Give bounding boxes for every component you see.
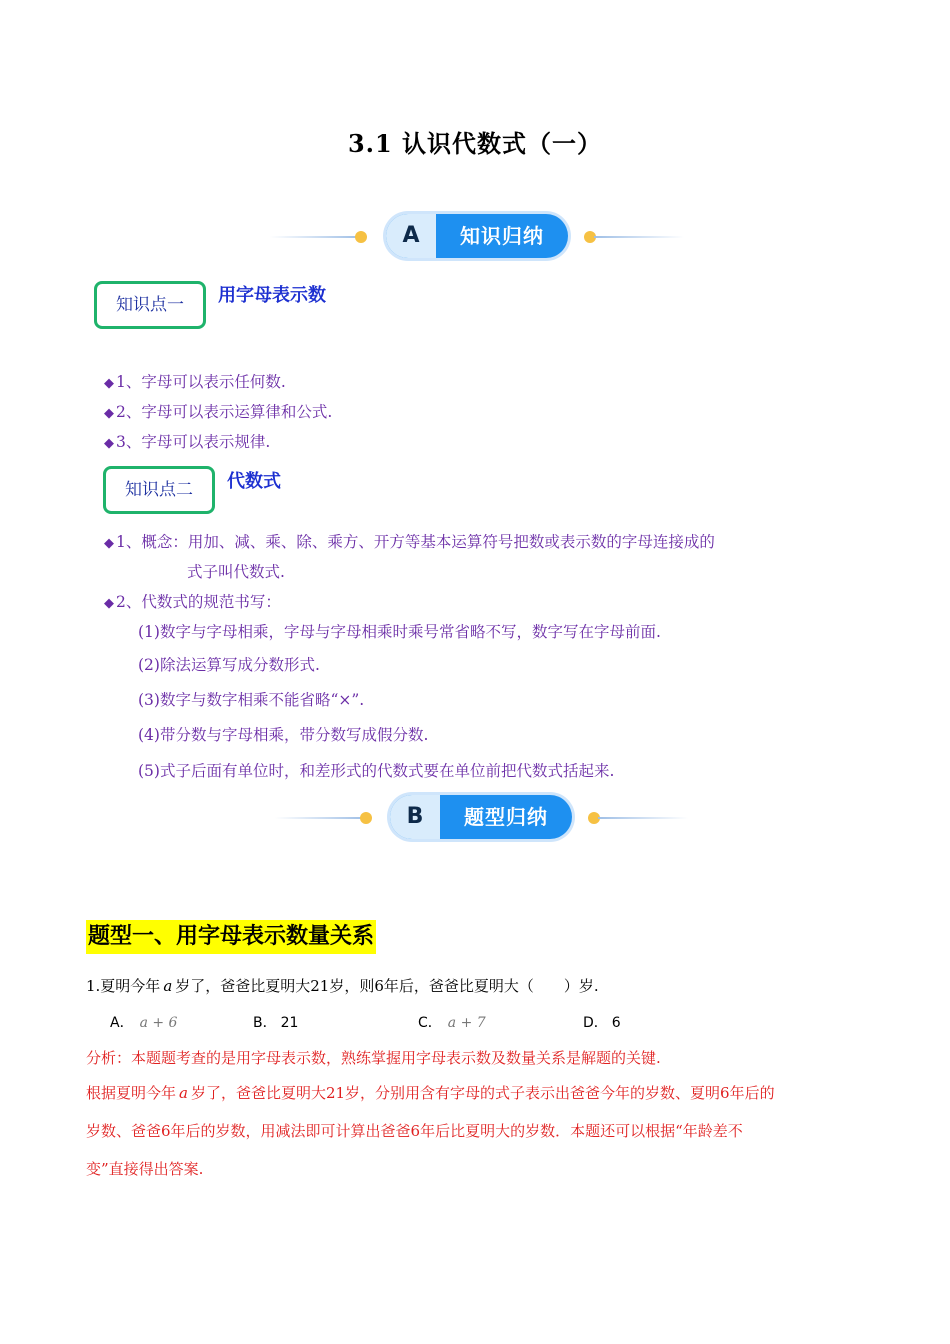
- kp2-rule-4: (4)带分数与字母相乘，带分数写成假分数.: [138, 726, 429, 744]
- kp2-rule-3: (3)数字与数字相乘不能省略“×”.: [138, 691, 365, 709]
- banner-dot-left: [360, 812, 372, 824]
- kp2-item-1: ◆ 1、概念：用加、减、乘、除、乘方、开方等基本运算符号把数或表示数的字母连接成的: [104, 533, 715, 551]
- banner-line-right: [598, 817, 688, 819]
- banner-pill: [386, 214, 568, 258]
- analysis-line-2: 根据夏明今年 a 岁了，爸爸比夏明大21岁，分别用含有字母的式子表示出爸爸今年的岁数、夏明6年后的: [86, 1084, 775, 1102]
- kp1-item-1: ◆ 1、字母可以表示任何数.: [104, 373, 286, 391]
- banner-label: 题型归纳: [464, 805, 548, 829]
- analysis-line-4: 变”直接得出答案.: [86, 1160, 204, 1178]
- diamond-bullet-icon: ◆: [104, 436, 114, 451]
- kp2-rule-2: (2)除法运算写成分数形式.: [138, 656, 320, 674]
- knowledge-point-2-title: 代数式: [227, 471, 281, 492]
- knowledge-point-1-box: 知识点一: [94, 281, 206, 329]
- option-c[interactable]: C． a + 7: [418, 1015, 486, 1031]
- knowledge-point-2-box: 知识点二: [103, 466, 215, 514]
- kp1-item-2: ◆ 2、字母可以表示运算律和公式.: [104, 403, 333, 421]
- diamond-bullet-icon: ◆: [104, 536, 114, 551]
- banner-letter: B: [390, 795, 440, 839]
- option-a[interactable]: A． a + 6: [110, 1015, 178, 1031]
- banner-pill: [390, 795, 572, 839]
- banner-line-right: [594, 236, 684, 238]
- kp1-item-3: ◆ 3、字母可以表示规律.: [104, 433, 271, 451]
- kp2-item-2: ◆ 2、代数式的规范书写：: [104, 593, 281, 611]
- section-banner-a: [0, 212, 950, 262]
- kp2-rule-5: (5)式子后面有单位时，和差形式的代数式要在单位前把代数式括起来.: [138, 762, 615, 780]
- option-b[interactable]: B． 21: [253, 1015, 299, 1031]
- option-d[interactable]: D． 6: [583, 1015, 621, 1031]
- banner-dot-left: [355, 231, 367, 243]
- kp2-rule-1: (1)数字与字母相乘，字母与字母相乘时乘号常省略不写，数字写在字母前面.: [138, 623, 661, 641]
- banner-label: 知识归纳: [460, 224, 544, 248]
- diamond-bullet-icon: ◆: [104, 376, 114, 391]
- banner-letter: A: [386, 214, 436, 258]
- analysis-line-1: 分析：本题题考查的是用字母表示数，熟练掌握用字母表示数及数量关系是解题的关键.: [86, 1049, 661, 1067]
- question-1-stem: 1.夏明今年 a 岁了，爸爸比夏明大21岁，则6年后，爸爸比夏明大（ ）岁.: [86, 977, 599, 995]
- banner-line-left: [270, 236, 360, 238]
- page-title: 3.1 认识代数式（一）: [347, 129, 603, 158]
- question-type-1-title: 题型一、用字母表示数量关系: [86, 920, 376, 954]
- analysis-line-3: 岁数、爸爸6年后的岁数，用减法即可计算出爸爸6年后比夏明大的岁数．本题还可以根据“年龄差不: [86, 1122, 743, 1140]
- knowledge-point-1-title: 用字母表示数: [218, 285, 326, 306]
- section-banner-b: [0, 793, 950, 843]
- diamond-bullet-icon: ◆: [104, 406, 114, 421]
- banner-line-left: [275, 817, 365, 819]
- diamond-bullet-icon: ◆: [104, 596, 114, 611]
- kp2-item-1-continued: 式子叫代数式.: [187, 563, 285, 581]
